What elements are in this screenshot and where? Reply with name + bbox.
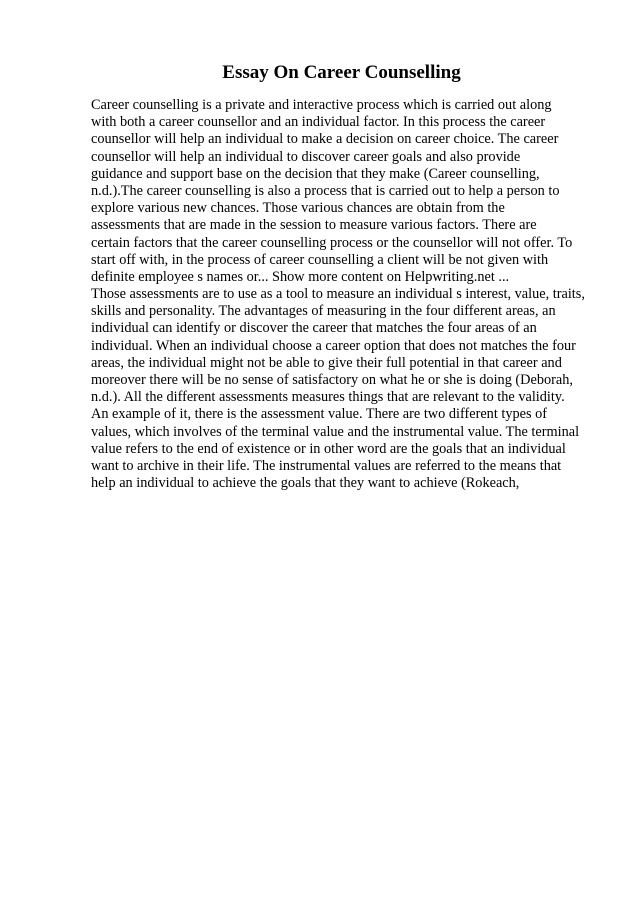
document-title: Essay On Career Counselling	[222, 62, 461, 83]
body-line: An example of it, there is the assessment value. There are two different types of	[91, 406, 548, 423]
body-line: help an individual to achieve the goals that they want to achieve (Rokeach,	[91, 475, 520, 492]
body-line: counsellor will help an individual to discover career goals and also provide	[91, 148, 521, 165]
body-line: guidance and support base on the decision that they make (Career counselling,	[91, 165, 540, 182]
body-line: assessments that are made in the session to measure various factors. There are	[91, 217, 537, 234]
body-line: definite employee s names or... Show more content on Helpwriting.net ...	[91, 268, 510, 285]
body-line: moreover there will be no sense of satisfactory on what he or she is doing (Deborah,	[91, 372, 573, 388]
body-line: start off with, in the process of career counselling a client will be not given with	[91, 251, 549, 268]
body-line: n.d.).The career counselling is also a process that is carried out to help a person to	[91, 182, 560, 199]
body-line: areas, the individual might not be able to give their full potential in that career and	[91, 354, 562, 371]
body-line: certain factors that the career counselling process or the counsellor will not offer. To	[91, 234, 573, 251]
body-line: explore various new chances. Those various chances are obtain from the	[91, 200, 505, 217]
body-line: individual can identify or discover the career that matches the four areas of an	[91, 320, 537, 337]
document-body	[91, 97, 611, 492]
body-line: counsellor will help an individual to make a decision on career choice. The career	[91, 131, 559, 148]
body-line: n.d.). All the different assessments measures things that are relevant to the validity.	[91, 389, 565, 406]
body-line: want to archive in their life. The instrumental values are referred to the means that	[91, 457, 562, 474]
body-line: Career counselling is a private and interactive process which is carried out along	[91, 97, 552, 113]
body-line: values, which involves of the terminal value and the instrumental value. The terminal	[91, 423, 580, 440]
body-line: value refers to the end of existence or in other word are the goals that an individual	[91, 440, 566, 457]
body-line: skills and personality. The advantages of measuring in the four different areas, an	[91, 303, 556, 320]
body-line: with both a career counsellor and an individual factor. In this process the career	[91, 114, 546, 131]
body-line: Those assessments are to use as a tool to measure an individual s interest, value, traits,	[91, 286, 585, 303]
body-line: individual. When an individual choose a career option that does not matches the four	[91, 337, 576, 354]
